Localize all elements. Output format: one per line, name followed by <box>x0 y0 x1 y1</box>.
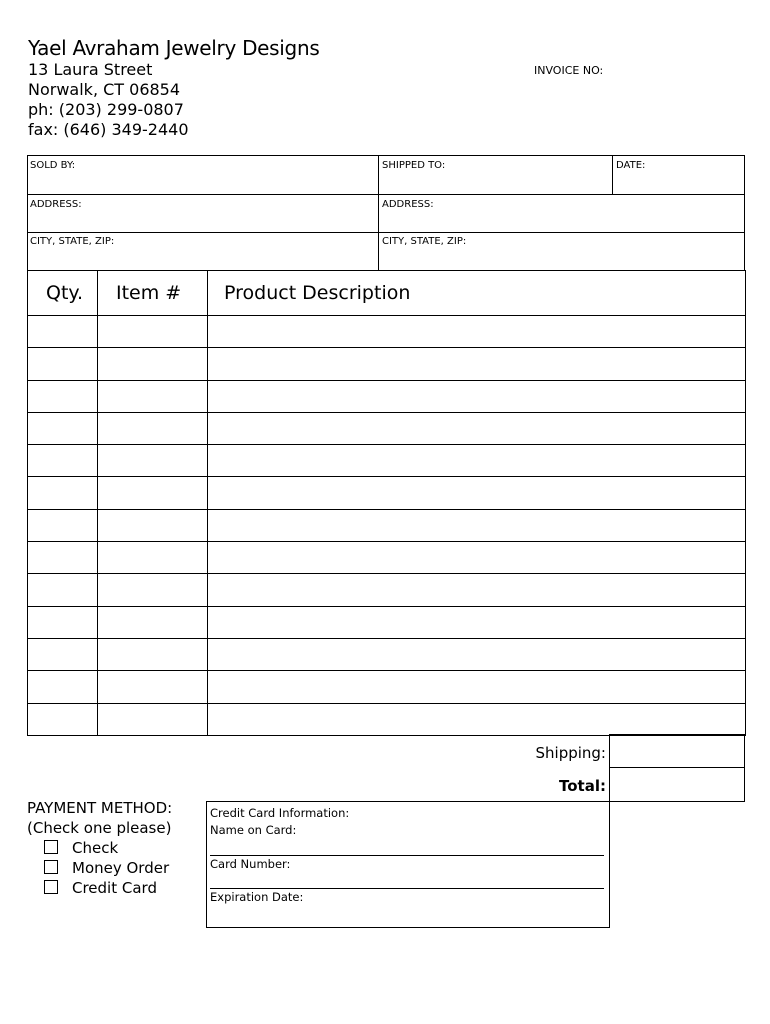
company-phone: ph: (203) 299-0807 <box>28 100 184 119</box>
table-row <box>28 638 746 670</box>
table-row <box>28 509 746 541</box>
shipping-field[interactable] <box>609 734 745 768</box>
address-left-field[interactable] <box>27 194 379 233</box>
item-number-cell[interactable] <box>98 412 208 444</box>
item-number-cell[interactable] <box>98 509 208 541</box>
table-row <box>28 380 746 412</box>
table-row <box>28 671 746 703</box>
table-row <box>28 574 746 606</box>
payment-option-money-order[interactable]: Money Order <box>44 858 169 878</box>
city-right-label: CITY, STATE, ZIP: <box>382 236 467 247</box>
description-cell[interactable] <box>208 671 746 703</box>
header-item-number: Item # <box>98 271 208 316</box>
table-row <box>28 412 746 444</box>
qty-cell[interactable] <box>28 509 98 541</box>
sold-by-label: SOLD BY: <box>30 160 76 171</box>
company-fax: fax: (646) 349-2440 <box>28 120 189 139</box>
credit-card-box <box>206 801 610 928</box>
name-on-card-line[interactable] <box>210 855 604 856</box>
header-qty: Qty. <box>28 271 98 316</box>
date-label: DATE: <box>616 160 646 171</box>
item-number-cell[interactable] <box>98 542 208 574</box>
city-left-field[interactable] <box>27 232 379 271</box>
table-row <box>28 703 746 735</box>
item-number-cell[interactable] <box>98 445 208 477</box>
description-cell[interactable] <box>208 606 746 638</box>
table-row <box>28 445 746 477</box>
expiration-date-label: Expiration Date: <box>210 890 304 904</box>
item-number-cell[interactable] <box>98 348 208 380</box>
qty-cell[interactable] <box>28 703 98 735</box>
payment-option-check[interactable]: Check <box>44 838 118 858</box>
payment-option-credit-card[interactable]: Credit Card <box>44 878 157 898</box>
city-right-field[interactable] <box>378 232 745 271</box>
address-right-field[interactable] <box>378 194 745 233</box>
description-cell[interactable] <box>208 316 746 348</box>
item-number-cell[interactable] <box>98 477 208 509</box>
qty-cell[interactable] <box>28 412 98 444</box>
checkbox-icon[interactable] <box>44 860 58 874</box>
name-on-card-label: Name on Card: <box>210 823 297 837</box>
total-label: Total: <box>559 777 606 795</box>
description-cell[interactable] <box>208 348 746 380</box>
company-name: Yael Avraham Jewelry Designs <box>28 36 320 60</box>
table-row <box>28 316 746 348</box>
qty-cell[interactable] <box>28 542 98 574</box>
shipped-to-label: SHIPPED TO: <box>382 160 446 171</box>
table-row <box>28 606 746 638</box>
qty-cell[interactable] <box>28 574 98 606</box>
date-field[interactable] <box>612 155 745 195</box>
description-cell[interactable] <box>208 380 746 412</box>
item-number-cell[interactable] <box>98 606 208 638</box>
payment-method-title: PAYMENT METHOD: <box>27 799 173 817</box>
company-street: 13 Laura Street <box>28 60 153 79</box>
card-number-label: Card Number: <box>210 857 291 871</box>
description-cell[interactable] <box>208 703 746 735</box>
qty-cell[interactable] <box>28 606 98 638</box>
table-row <box>28 477 746 509</box>
items-table <box>27 270 746 736</box>
description-cell[interactable] <box>208 542 746 574</box>
item-number-cell[interactable] <box>98 638 208 670</box>
qty-cell[interactable] <box>28 445 98 477</box>
qty-cell[interactable] <box>28 316 98 348</box>
description-cell[interactable] <box>208 412 746 444</box>
table-row <box>28 542 746 574</box>
credit-card-title: Credit Card Information: <box>210 806 350 820</box>
shipped-to-field[interactable] <box>378 155 613 195</box>
description-cell[interactable] <box>208 638 746 670</box>
table-header-row <box>28 271 746 316</box>
invoice-number-label: INVOICE NO: <box>534 64 604 77</box>
description-cell[interactable] <box>208 509 746 541</box>
qty-cell[interactable] <box>28 348 98 380</box>
item-number-cell[interactable] <box>98 703 208 735</box>
description-cell[interactable] <box>208 574 746 606</box>
item-number-cell[interactable] <box>98 316 208 348</box>
address-right-label: ADDRESS: <box>382 199 434 210</box>
checkbox-icon[interactable] <box>44 840 58 854</box>
table-row <box>28 348 746 380</box>
qty-cell[interactable] <box>28 380 98 412</box>
payment-method-subtitle: (Check one please) <box>27 819 172 837</box>
card-number-line[interactable] <box>210 888 604 889</box>
qty-cell[interactable] <box>28 477 98 509</box>
total-field[interactable] <box>609 767 745 802</box>
header-product-description: Product Description <box>208 271 746 316</box>
item-number-cell[interactable] <box>98 574 208 606</box>
company-city: Norwalk, CT 06854 <box>28 80 181 99</box>
checkbox-icon[interactable] <box>44 880 58 894</box>
city-left-label: CITY, STATE, ZIP: <box>30 236 115 247</box>
qty-cell[interactable] <box>28 638 98 670</box>
item-number-cell[interactable] <box>98 671 208 703</box>
address-left-label: ADDRESS: <box>30 199 82 210</box>
description-cell[interactable] <box>208 445 746 477</box>
qty-cell[interactable] <box>28 671 98 703</box>
sold-by-field[interactable] <box>27 155 379 195</box>
shipping-label: Shipping: <box>535 744 606 762</box>
item-number-cell[interactable] <box>98 380 208 412</box>
description-cell[interactable] <box>208 477 746 509</box>
